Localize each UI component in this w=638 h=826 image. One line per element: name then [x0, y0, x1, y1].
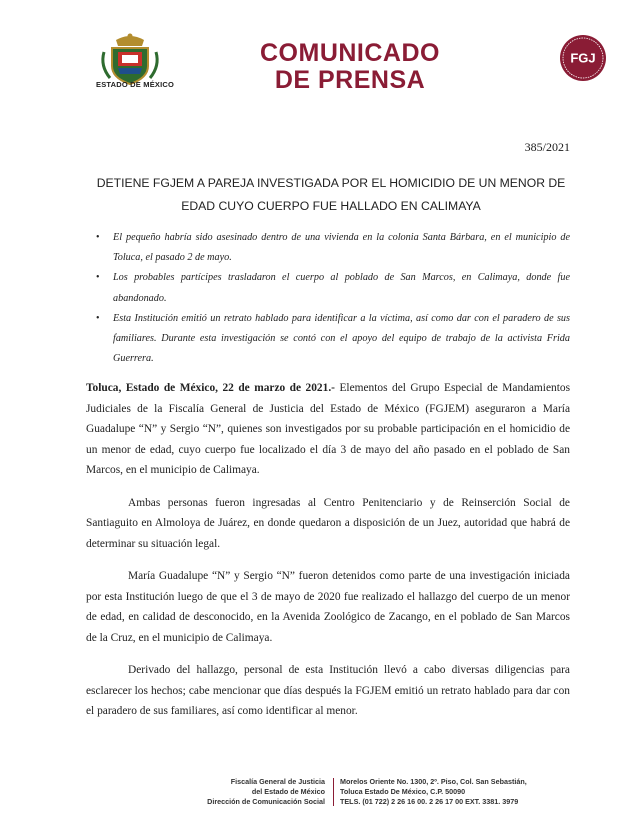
- footer-agency-line: del Estado de México: [251, 786, 325, 796]
- estado-de-mexico-label: ESTADO DE MÉXICO: [96, 80, 175, 89]
- headline: [96, 172, 566, 218]
- press-release-title: [250, 40, 450, 94]
- summary-bullet: [96, 309, 570, 370]
- bullet-text: Esta Institución emitió un retrato hablado para identificar a la víctima, así como dar con el paradero de sus familiares. Durante esta investigación se contó con el apoyo del equipo de trabajo de la activista Frida Guerrera.: [113, 312, 570, 365]
- body-paragraph-1-text: Elementos del Grupo Especial de Mandamientos Judiciales de la Fiscalía General de Justicia del Estado de México (FGJEM) aseguraron a María Guadalupe “N” y Sergio “N”, quienes son investigados por su probable participación en el homicidio de un menor de edad, cuyo cuerpo fue localizado el día 3 de mayo del año pasado en el poblado de San Marcos, en el municipio de Calimaya.: [86, 382, 570, 476]
- footer-contact-block: [340, 777, 527, 806]
- footer-divider: [333, 778, 334, 806]
- summary-bullet: [96, 268, 570, 308]
- dateline: Toluca, Estado de México, 22 de marzo de 2021.-: [86, 382, 335, 394]
- title-line-1: COMUNICADO: [260, 39, 440, 67]
- footer-agency-block: [207, 777, 325, 806]
- headline-line-2: EDAD CUYO CUERPO FUE HALLADO EN CALIMAYA: [181, 199, 481, 213]
- fgj-seal-icon: [559, 34, 607, 82]
- footer-address-line: Morelos Oriente No. 1300, 2º. Piso, Col. San Sebastián,: [340, 777, 527, 786]
- footer-address-line: Toluca Estado De México, C.P. 50090: [340, 786, 466, 796]
- footer-phone-line: TELS. (01 722) 2 26 16 00. 2 26 17 00 EXT. 3381. 3979: [340, 796, 519, 806]
- body-paragraph-4: Derivado del hallazgo, personal de esta Institución llevó a cabo diversas diligencias para esclarecer los hechos; cabe mencionar que días después la FGJEM emitió un retrato hablado para dar con el paradero de sus familiares, así como identificar al menor.: [86, 664, 570, 717]
- body-paragraph-3: María Guadalupe “N” y Sergio “N” fueron detenidos como parte de una investigación iniciada por esta Institución luego de que el 3 de mayo de 2020 fue realizado el hallazgo del cuerpo de un menor de edad, en calidad de desconocido, en la Avenida Zoológico de Zacango, en el poblado de San Marcos de la Cruz, en el municipio de Calimaya.: [86, 570, 570, 644]
- summary-bullet: [96, 228, 570, 268]
- page-footer: [0, 777, 638, 807]
- article-body: [86, 378, 570, 734]
- title-line-2: DE PRENSA: [274, 66, 426, 94]
- bullet-dot-icon: •: [96, 312, 100, 324]
- body-paragraph-2: Ambas personas fueron ingresadas al Centro Penitenciario y de Reinserción Social de Santiaguito en Almoloya de Juárez, en donde quedaron a disposición de un Juez, autoridad que habrá de determinar su situación legal.: [86, 496, 570, 550]
- fgj-seal-text: FGJ: [570, 50, 596, 66]
- document-number: 385/2021: [524, 140, 570, 154]
- bullet-dot-icon: •: [96, 232, 100, 243]
- bullet-text: Los probables partícipes trasladaron el cuerpo al poblado de San Marcos, en Calimaya, donde fue abandonado.: [113, 272, 570, 304]
- bullet-dot-icon: •: [96, 272, 100, 284]
- headline-line-1: DETIENE FGJEM A PAREJA INVESTIGADA POR EL HOMICIDIO DE UN MENOR DE: [96, 176, 566, 190]
- summary-bullet-list: [96, 228, 570, 369]
- footer-agency-line: Dirección de Comunicación Social: [207, 796, 325, 806]
- body-paragraph-1: [86, 378, 570, 481]
- bullet-text: El pequeño habría sido asesinado dentro de una vivienda en la colonia Santa Bárbara, en el municipio de Toluca, el pasado 2 de mayo.: [113, 232, 570, 264]
- footer-agency-line: Fiscalía General de Justicia: [230, 777, 325, 786]
